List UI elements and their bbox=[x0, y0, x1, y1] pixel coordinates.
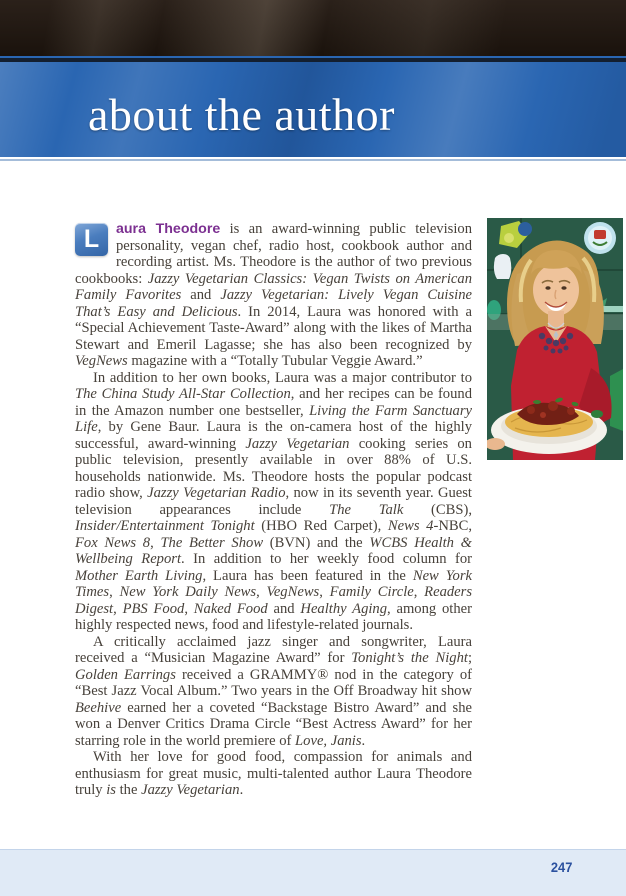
bio-paragraph-4: With her love for good food, compassion for animals and enthusiasm for great music, multi-talented author Laura Theodore truly is the Jazzy Vegetarian. bbox=[75, 749, 472, 798]
page-footer bbox=[0, 849, 626, 896]
header-blue-satin-band bbox=[0, 62, 626, 159]
page-number: 247 bbox=[550, 859, 572, 875]
header-bottom-rule bbox=[0, 159, 626, 161]
page-title: about the author bbox=[88, 89, 395, 140]
bio-paragraph-1: L aura Theodore is an award-winning public television personality, vegan chef, radio host, cookbook author and recording artist. Ms. Theodore is the author of two previous cookbooks: Jazzy Vegetarian Classics: Vegan Twists on American Family Favorites and Jazzy Vegetarian: Lively Vegan Cuisine That’s Easy and Delicious. In 2014, Laura was honored with a “Special Achievement Taste-Award” along with the likes of Martha Stewart and Emeril Lagasse; she has also been recognized by VegNews magazine with a “Totally Tubular Veggie Award.” bbox=[75, 221, 472, 369]
header-dark-satin-band bbox=[0, 0, 626, 56]
bio-paragraph-3: A critically acclaimed jazz singer and songwriter, Laura received a “Musician Magazine Award” for Tonight’s the Night; Golden Earrings received a GRAMMY® nod in the category of “Best Jazz Vocal Album.” Two years in the Off Broadway hit show Beehive earned her a coveted “Backstage Bistro Award” and she won a Denver Critics Drama Circle “Best Actress Award” for her starring role in the world premiere of Love, Janis. bbox=[75, 633, 473, 749]
biography-text bbox=[75, 221, 472, 799]
chapter-header bbox=[0, 0, 626, 161]
author-photo bbox=[487, 218, 623, 460]
bio-paragraph-2: In addition to her own books, Laura was a major contributor to The China Study All-Star Collection, and her recipes can be found in the Amazon number one bestseller, Living the Farm Sanctuary Life, by Gene Baur. Laura is the on-camera host of the highly successful, award-winning Jazzy Vegetarian cooking series on public television, presently available in over 88% of U.S. households nationwide. Ms. Theodore hosts the popular podcast radio show, Jazzy Vegetarian Radio, now in its seventh year. Guest television appearances include The Talk (CBS), Insider/Entertainment Tonight (HBO Red Carpet), News 4-NBC, Fox News 8, The Better Show (BVN) and the WCBS Health & Wellbeing Report. In addition to her weekly food column for Mother Earth Living, Laura has been featured in the New York Times, New York Daily News, VegNews, Family Circle, Readers Digest, PBS Food, Naked Food and Healthy Aging, among other highly respected news, food and lifestyle-related journals. bbox=[75, 369, 473, 633]
dropcap-letter: L bbox=[75, 223, 108, 256]
